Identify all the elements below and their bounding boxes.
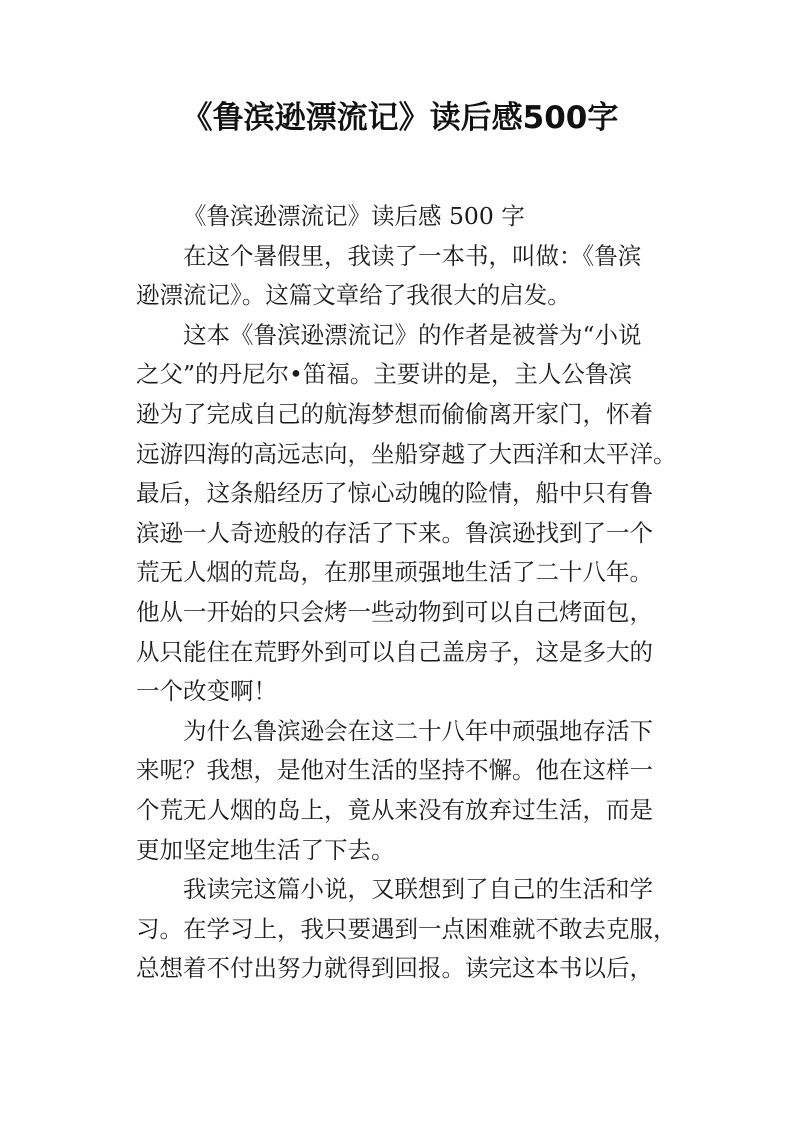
body-line: 从只能住在荒野外到可以自己盖房子，这是多大的 — [136, 637, 653, 666]
body-line: 远游四海的高远志向，坐船穿越了大西洋和太平洋。 — [136, 439, 677, 468]
body-line: 逊为了完成自己的航海梦想而偷偷离开家门，怀着 — [136, 399, 653, 428]
body-line: 我读完这篇小说，又联想到了自己的生活和学 — [183, 875, 653, 904]
body-line: 习。在学习上，我只要遇到一点困难就不敢去克服， — [136, 914, 677, 943]
body-line: 一个改变啊！ — [136, 677, 277, 706]
body-line: 来呢？我想，是他对生活的坚持不懈。他在这样一 — [136, 756, 653, 785]
body-line: 在这个暑假里，我读了一本书，叫做：《鲁滨 — [183, 241, 642, 270]
body-line: 总想着不付出努力就得到回报。读完这本书以后， — [136, 954, 653, 983]
body-line: 为什么鲁滨逊会在这二十八年中顽强地存活下 — [183, 716, 653, 745]
body-line: 更加坚定地生活了下去。 — [136, 835, 395, 864]
body-line: 《鲁滨逊漂流记》读后感 500 字 — [183, 202, 525, 230]
body-line: 之父”的丹尼尔•笛福。主要讲的是，主人公鲁滨 — [136, 360, 632, 389]
body-line: 最后，这条船经历了惊心动魄的险情，船中只有鲁 — [136, 479, 653, 508]
body-line: 他从一开始的只会烤一些动物到可以自己烤面包， — [136, 597, 653, 626]
body-line: 逊漂流记》。这篇文章给了我很大的启发。 — [136, 281, 571, 310]
body-line: 这本《鲁滨逊漂流记》的作者是被誉为“小说 — [183, 320, 642, 349]
body-line: 个荒无人烟的岛上，竟从来没有放弃过生活，而是 — [136, 795, 653, 824]
document-title: 《鲁滨逊漂流记》读后感500字 — [181, 100, 619, 136]
body-line: 滨逊一人奇迹般的存活了下来。鲁滨逊找到了一个 — [136, 518, 653, 547]
document-body — [136, 197, 677, 989]
body-line: 荒无人烟的荒岛，在那里顽强地生活了二十八年。 — [136, 558, 653, 587]
